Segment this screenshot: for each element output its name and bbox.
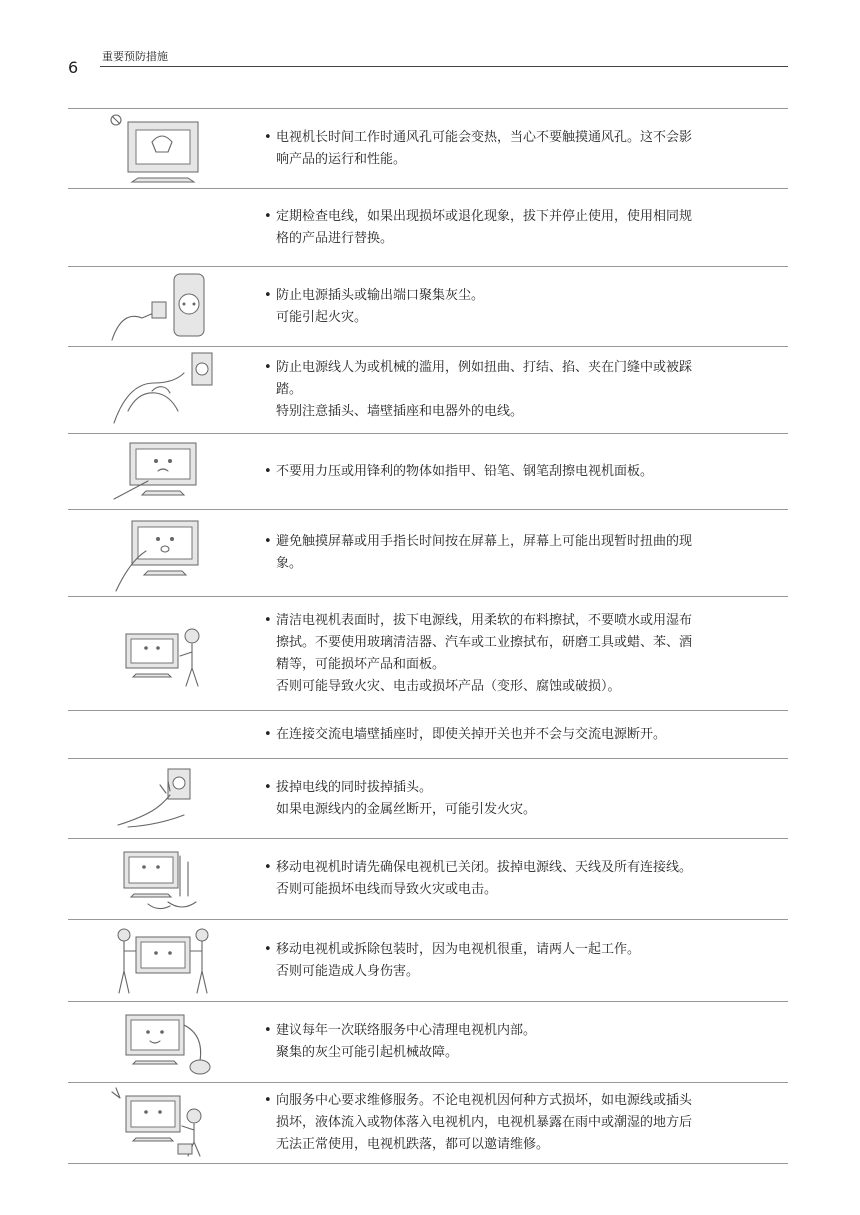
no-touch-vent-icon	[68, 109, 258, 188]
precaution-line: 踏。	[276, 382, 303, 397]
repair-service-icon	[68, 1083, 258, 1163]
precaution-line: 如果电源线内的金属丝断开，可能引发火灾。	[276, 801, 537, 817]
scratch-panel-icon	[68, 434, 258, 509]
precaution-line: 在连接交流电墙壁插座时，即使关掉开关也并不会与交流电源断开。	[276, 726, 667, 742]
precaution-line: 移动电视机时请先确保电视机已关闭。拔掉电源线、天线及所有连接线。	[276, 860, 693, 875]
precaution-row	[68, 839, 788, 920]
precaution-line: 防止电源线人为或机械的滥用，例如扭曲、打结、掐、夹在门缝中或被踩	[276, 360, 693, 375]
bullet-mark: •	[264, 779, 272, 795]
precaution-row	[68, 1083, 788, 1164]
precaution-row	[68, 711, 788, 759]
precaution-line: 擦拭。不要使用玻璃清洁器、汽车或工业擦拭布，研磨工具或蜡、苯、酒	[276, 634, 693, 650]
disconnect-cables-icon	[68, 839, 258, 919]
vacuum-clean-icon	[68, 1002, 258, 1082]
precaution-line: 无法正常使用，电视机跌落，都可以邀请维修。	[276, 1137, 550, 1152]
section-title: 重要预防措施	[102, 50, 168, 63]
bullet-mark: •	[264, 860, 272, 875]
precaution-row	[68, 347, 788, 434]
precaution-line: 移动电视机或拆除包装时，因为电视机很重，请两人一起工作。	[276, 941, 641, 957]
bullet-mark: •	[264, 129, 272, 145]
page-number: 6	[68, 58, 79, 77]
precaution-row	[68, 189, 788, 267]
precaution-line: 建议每年一次联络服务中心清理电视机内部。	[276, 1023, 537, 1038]
bullet-mark: •	[264, 287, 272, 303]
bullet-mark: •	[264, 1023, 272, 1038]
precaution-line: 防止电源插头或输出端口聚集灰尘。	[276, 287, 485, 303]
precaution-line: 否则可能损坏电线而导致火灾或电击。	[276, 882, 498, 897]
precaution-line: 避免触摸屏幕或用手指长时间按在屏幕上，屏幕上可能出现暂时扭曲的现	[276, 534, 693, 549]
precaution-line: 否则可能导致火灾、电击或损坏产品（变形、腐蚀或破损）。	[276, 678, 621, 694]
bullet-mark: •	[264, 463, 272, 479]
cord-abuse-icon	[68, 347, 258, 433]
unplug-cord-icon	[68, 759, 258, 838]
precaution-line: 否则可能造成人身伤害。	[276, 963, 420, 979]
bullet-mark: •	[264, 726, 272, 742]
precaution-row	[68, 759, 788, 839]
two-person-lift-icon	[68, 920, 258, 1001]
precaution-row	[68, 1002, 788, 1083]
precaution-row	[68, 597, 788, 711]
precaution-line: 格的产品进行替换。	[276, 230, 394, 246]
precaution-row	[68, 109, 788, 189]
precaution-line: 电视机长时间工作时通风孔可能会变热，当心不要触摸通风孔。这不会影	[276, 129, 693, 145]
precaution-line: 向服务中心要求维修服务。不论电视机因何种方式损坏，如电源线或插头	[276, 1093, 693, 1108]
precaution-row	[68, 920, 788, 1002]
page-header	[68, 44, 788, 77]
precaution-line: 响产品的运行和性能。	[276, 151, 407, 167]
bullet-mark: •	[264, 534, 272, 549]
bullet-mark: •	[264, 208, 272, 224]
precaution-line: 不要用力压或用锋利的物体如指甲、铅笔、钢笔刮擦电视机面板。	[276, 463, 654, 479]
header-divider	[100, 66, 788, 67]
precaution-line: 清洁电视机表面时，拔下电源线，用柔软的布料擦拭，不要喷水或用湿布	[276, 612, 693, 628]
plug-dust-icon	[68, 267, 258, 346]
bullet-mark: •	[264, 1093, 272, 1108]
cleaning-tv-icon	[68, 597, 258, 710]
precaution-line: 特别注意插头、墙壁插座和电器外的电线。	[276, 404, 524, 419]
bullet-mark: •	[264, 941, 272, 957]
precaution-line: 定期检查电线，如果出现损坏或退化现象，拔下并停止使用，使用相同规	[276, 208, 693, 224]
precautions-table	[68, 108, 788, 1164]
precaution-line: 象。	[276, 556, 303, 571]
precaution-line: 聚集的灰尘可能引起机械故障。	[276, 1045, 459, 1060]
precaution-row	[68, 434, 788, 510]
precaution-line: 可能引起火灾。	[276, 309, 368, 325]
precaution-row	[68, 267, 788, 347]
touch-screen-icon	[68, 510, 258, 596]
bullet-mark: •	[264, 612, 272, 628]
precaution-line: 精等，可能损坏产品和面板。	[276, 656, 446, 672]
precaution-row	[68, 510, 788, 597]
precaution-line: 拔掉电线的同时拔掉插头。	[276, 779, 433, 795]
precaution-line: 损坏，液体流入或物体落入电视机内，电视机暴露在雨中或潮湿的地方后	[276, 1115, 693, 1130]
bullet-mark: •	[264, 360, 272, 375]
